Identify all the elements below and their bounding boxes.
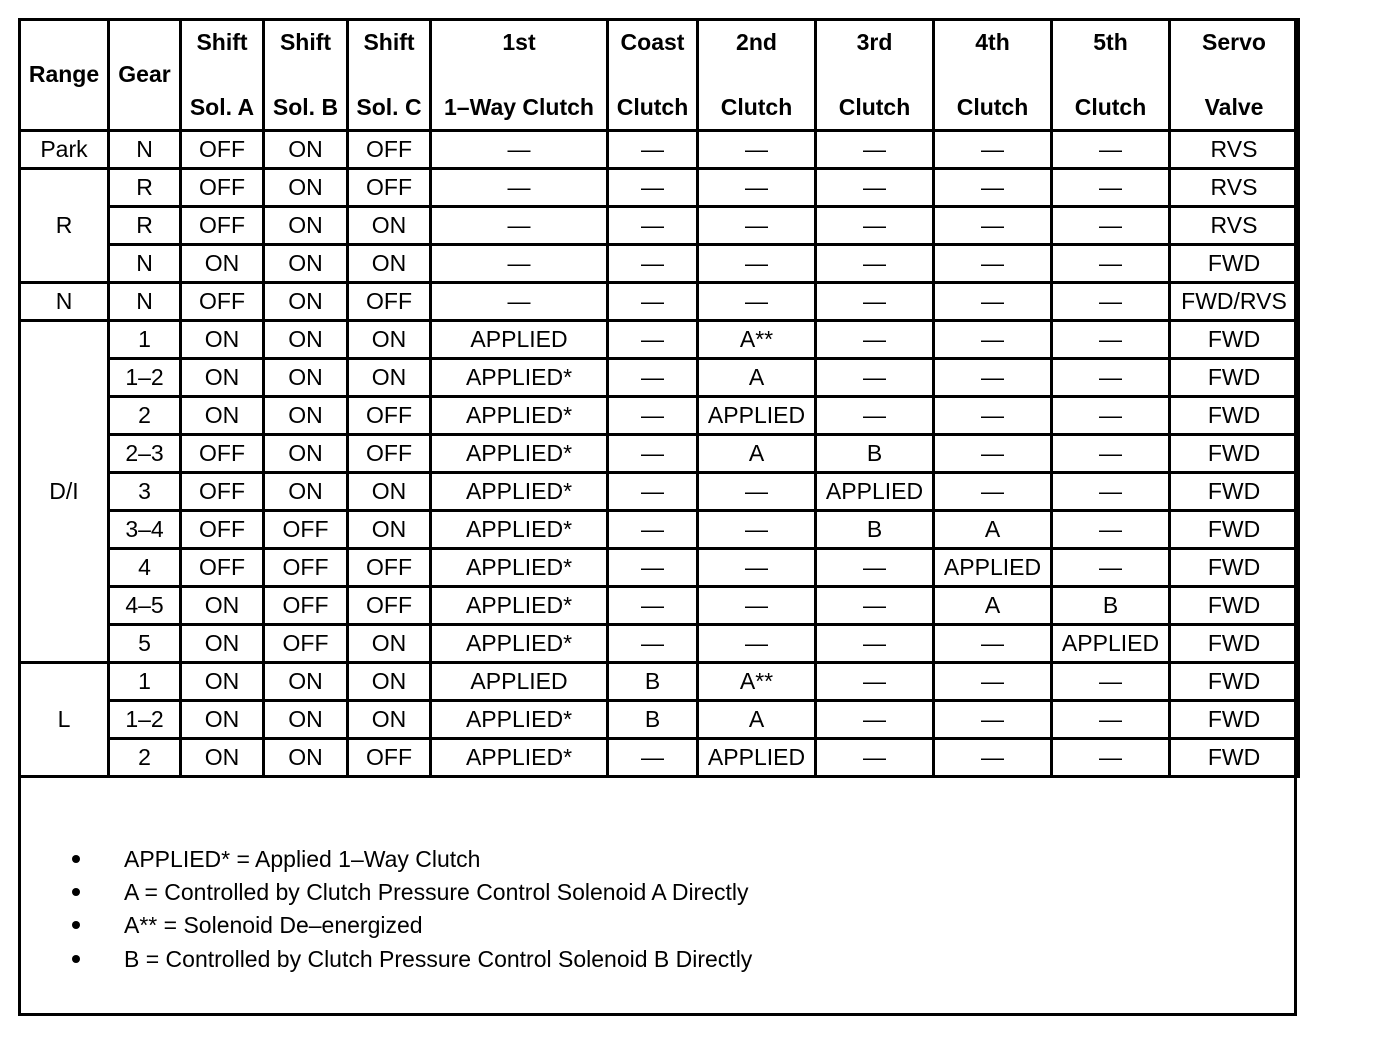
table-cell: — [608,169,698,207]
header-5th-clutch: 5th Clutch [1052,20,1170,131]
table-row [20,587,1299,625]
table-cell: ON [181,663,264,701]
table-cell: — [1052,511,1170,549]
table-cell: APPLIED [1052,625,1170,663]
table-cell: — [934,397,1052,435]
table-cell: OFF [264,587,348,625]
table-cell: — [816,169,934,207]
table-cell: FWD [1170,587,1299,625]
table-cell: FWD [1170,549,1299,587]
table-cell: — [698,625,816,663]
table-cell: ON [264,245,348,283]
table-cell: APPLIED* [431,625,608,663]
table-cell: A** [698,663,816,701]
table-cell: APPLIED* [431,701,608,739]
table-cell: 5 [109,625,181,663]
table-cell: N [109,245,181,283]
table-cell: — [698,207,816,245]
table-cell: ON [181,587,264,625]
table-cell: APPLIED* [431,587,608,625]
table-cell: ON [264,359,348,397]
table-cell: OFF [348,397,431,435]
header-servo-valve: Servo Valve [1170,20,1299,131]
table-cell: N [109,131,181,169]
bullet-icon [72,921,80,929]
table-cell: — [816,359,934,397]
table-cell: — [934,663,1052,701]
bullet-icon [72,888,80,896]
bullet-icon [72,955,80,963]
table-cell: A [698,435,816,473]
table-cell: OFF [348,549,431,587]
table-cell: OFF [181,549,264,587]
table-cell: 3–4 [109,511,181,549]
table-cell: B [608,663,698,701]
range-cell: L [20,663,109,777]
table-cell: 1–2 [109,701,181,739]
bullet-icon [72,855,80,863]
table-cell: — [934,245,1052,283]
table-cell: — [1052,701,1170,739]
table-cell: — [816,397,934,435]
table-row [20,283,1299,321]
table-cell: — [1052,131,1170,169]
table-cell: — [934,321,1052,359]
table-cell: — [698,549,816,587]
table-cell: — [431,131,608,169]
table-cell: 4 [109,549,181,587]
table-cell: — [431,207,608,245]
table-cell: ON [181,359,264,397]
table-cell: ON [181,625,264,663]
table-cell: FWD/RVS [1170,283,1299,321]
table-cell: APPLIED* [431,359,608,397]
table-row [20,625,1299,663]
table-cell: FWD [1170,663,1299,701]
table-cell: — [934,131,1052,169]
header-shift-sol-a: Shift Sol. A [181,20,264,131]
table-cell: — [608,511,698,549]
table-cell: — [608,131,698,169]
table-cell: ON [264,207,348,245]
table-cell: FWD [1170,397,1299,435]
table-cell: — [934,207,1052,245]
table-cell: OFF [181,131,264,169]
table-cell: OFF [348,739,431,777]
table-cell: — [1052,321,1170,359]
table-cell: B [1052,587,1170,625]
table-cell: FWD [1170,245,1299,283]
table-cell: FWD [1170,701,1299,739]
header-shift-sol-b: Shift Sol. B [264,20,348,131]
table-cell: FWD [1170,625,1299,663]
table-cell: — [608,207,698,245]
table-cell: — [934,625,1052,663]
table-cell: FWD [1170,435,1299,473]
table-cell: OFF [348,283,431,321]
table-cell: A [934,587,1052,625]
table-cell: A** [698,321,816,359]
header-row [20,20,1299,131]
table-cell: OFF [264,625,348,663]
table-cell: ON [348,473,431,511]
range-cell: Park [20,131,109,169]
table-cell: — [1052,207,1170,245]
header-range: Range [20,20,109,131]
table-cell: APPLIED* [431,511,608,549]
table-cell: APPLIED* [431,435,608,473]
table-cell: RVS [1170,207,1299,245]
footnotes [72,842,752,975]
table-cell: ON [348,663,431,701]
table-cell: — [816,207,934,245]
table-cell: — [1052,397,1170,435]
table-cell: — [698,473,816,511]
table-cell: 2 [109,397,181,435]
table-cell: ON [181,701,264,739]
table-cell: APPLIED [431,663,608,701]
table-cell: 4–5 [109,587,181,625]
table-cell: ON [181,397,264,435]
table-cell: ON [348,321,431,359]
table-cell: RVS [1170,131,1299,169]
range-cell: D/I [20,321,109,663]
table-cell: ON [264,131,348,169]
table-cell: — [816,701,934,739]
table-cell: RVS [1170,169,1299,207]
table-cell: — [1052,283,1170,321]
table-cell: A [698,701,816,739]
table-cell: FWD [1170,359,1299,397]
shift-solenoid-table [18,18,1300,778]
table-row [20,397,1299,435]
table-cell: — [934,283,1052,321]
table-cell: APPLIED* [431,397,608,435]
range-cell: N [20,283,109,321]
table-cell: ON [264,435,348,473]
table-cell: APPLIED [816,473,934,511]
table-cell: 1 [109,321,181,359]
table-row [20,169,1299,207]
table-row [20,131,1299,169]
table-cell: — [1052,169,1170,207]
table-cell: — [431,245,608,283]
range-cell: R [20,169,109,283]
table-cell: — [608,435,698,473]
table-cell: N [109,283,181,321]
table-cell: — [816,549,934,587]
table-row [20,435,1299,473]
table-row [20,739,1299,777]
table-cell: — [1052,359,1170,397]
table-cell: — [698,169,816,207]
table-cell: — [608,739,698,777]
table-cell: OFF [181,283,264,321]
table-cell: 3 [109,473,181,511]
table-cell: OFF [264,549,348,587]
table-cell: B [608,701,698,739]
table-cell: 1 [109,663,181,701]
table-cell: ON [348,511,431,549]
table-cell: — [431,169,608,207]
table-cell: OFF [181,207,264,245]
header-4th-clutch: 4th Clutch [934,20,1052,131]
table-cell: — [698,283,816,321]
header-2nd-clutch: 2nd Clutch [698,20,816,131]
table-cell: APPLIED* [431,739,608,777]
table-cell: — [934,701,1052,739]
table-cell: APPLIED* [431,549,608,587]
table-cell: ON [348,207,431,245]
table-cell: FWD [1170,511,1299,549]
table-cell: ON [348,625,431,663]
table-cell: — [1052,739,1170,777]
table-cell: — [1052,245,1170,283]
header-coast-clutch: Coast Clutch [608,20,698,131]
table-cell: — [608,473,698,511]
table-cell: OFF [181,511,264,549]
table-cell: — [608,587,698,625]
table-cell: — [934,739,1052,777]
table-cell: OFF [181,435,264,473]
table-cell: OFF [348,169,431,207]
table-cell: 2–3 [109,435,181,473]
table-cell: ON [348,359,431,397]
table-cell: — [608,245,698,283]
table-cell: — [816,625,934,663]
table-cell: — [816,283,934,321]
table-cell: ON [181,245,264,283]
table-row [20,207,1299,245]
table-cell: — [698,245,816,283]
table-cell: — [608,625,698,663]
table-cell: ON [264,663,348,701]
table-cell: A [934,511,1052,549]
footnote-item: A = Controlled by Clutch Pressure Control Solenoid A Directly [72,875,752,908]
header-1st-1way-clutch: 1st 1–Way Clutch [431,20,608,131]
table-cell: FWD [1170,321,1299,359]
table-cell: ON [348,245,431,283]
table-row [20,321,1299,359]
table-cell: ON [348,701,431,739]
table-cell: ON [264,701,348,739]
table-cell: — [1052,549,1170,587]
table-cell: — [431,283,608,321]
table-cell: ON [181,321,264,359]
table-cell: OFF [181,473,264,511]
table-cell: — [608,359,698,397]
table-row [20,511,1299,549]
header-3rd-clutch: 3rd Clutch [816,20,934,131]
table-cell: — [816,587,934,625]
table-cell: — [816,131,934,169]
table-cell: ON [264,321,348,359]
table-cell: R [109,169,181,207]
table-cell: — [1052,473,1170,511]
table-cell: B [816,511,934,549]
table-cell: 1–2 [109,359,181,397]
table-row [20,245,1299,283]
table-cell: — [1052,663,1170,701]
table-cell: B [816,435,934,473]
table-cell: ON [264,283,348,321]
table-cell: APPLIED [934,549,1052,587]
table-cell: — [934,435,1052,473]
table-row [20,701,1299,739]
table-row [20,549,1299,587]
table-cell: APPLIED [698,739,816,777]
table-cell: R [109,207,181,245]
table-cell: OFF [348,435,431,473]
table-cell: ON [264,739,348,777]
table-row [20,473,1299,511]
footnote-item: B = Controlled by Clutch Pressure Control Solenoid B Directly [72,942,752,975]
table-cell: — [816,245,934,283]
table-cell: FWD [1170,739,1299,777]
table-cell: — [934,359,1052,397]
table-cell: APPLIED [431,321,608,359]
table-cell: OFF [348,587,431,625]
header-shift-sol-c: Shift Sol. C [348,20,431,131]
table-cell: OFF [348,131,431,169]
table-row [20,663,1299,701]
footnote-item: APPLIED* = Applied 1–Way Clutch [72,842,752,875]
table-cell: ON [264,169,348,207]
table-cell: OFF [181,169,264,207]
table-cell: APPLIED [698,397,816,435]
table-cell: — [608,283,698,321]
table-cell: ON [181,739,264,777]
table-cell: A [698,359,816,397]
table-cell: — [816,739,934,777]
table-cell: — [698,131,816,169]
table-cell: APPLIED* [431,473,608,511]
table-cell: — [816,321,934,359]
table-cell: — [816,663,934,701]
table-cell: — [698,587,816,625]
table-cell: — [934,473,1052,511]
table-cell: OFF [264,511,348,549]
header-gear: Gear [109,20,181,131]
table-cell: — [608,397,698,435]
table-body [20,131,1299,777]
table-cell: ON [264,397,348,435]
table-cell: — [608,321,698,359]
table-cell: FWD [1170,473,1299,511]
table-cell: — [608,549,698,587]
table-cell: 2 [109,739,181,777]
table-row [20,359,1299,397]
table-cell: — [698,511,816,549]
footnote-item: A** = Solenoid De–energized [72,909,752,942]
table-cell: — [934,169,1052,207]
table-cell: ON [264,473,348,511]
table-cell: — [1052,435,1170,473]
